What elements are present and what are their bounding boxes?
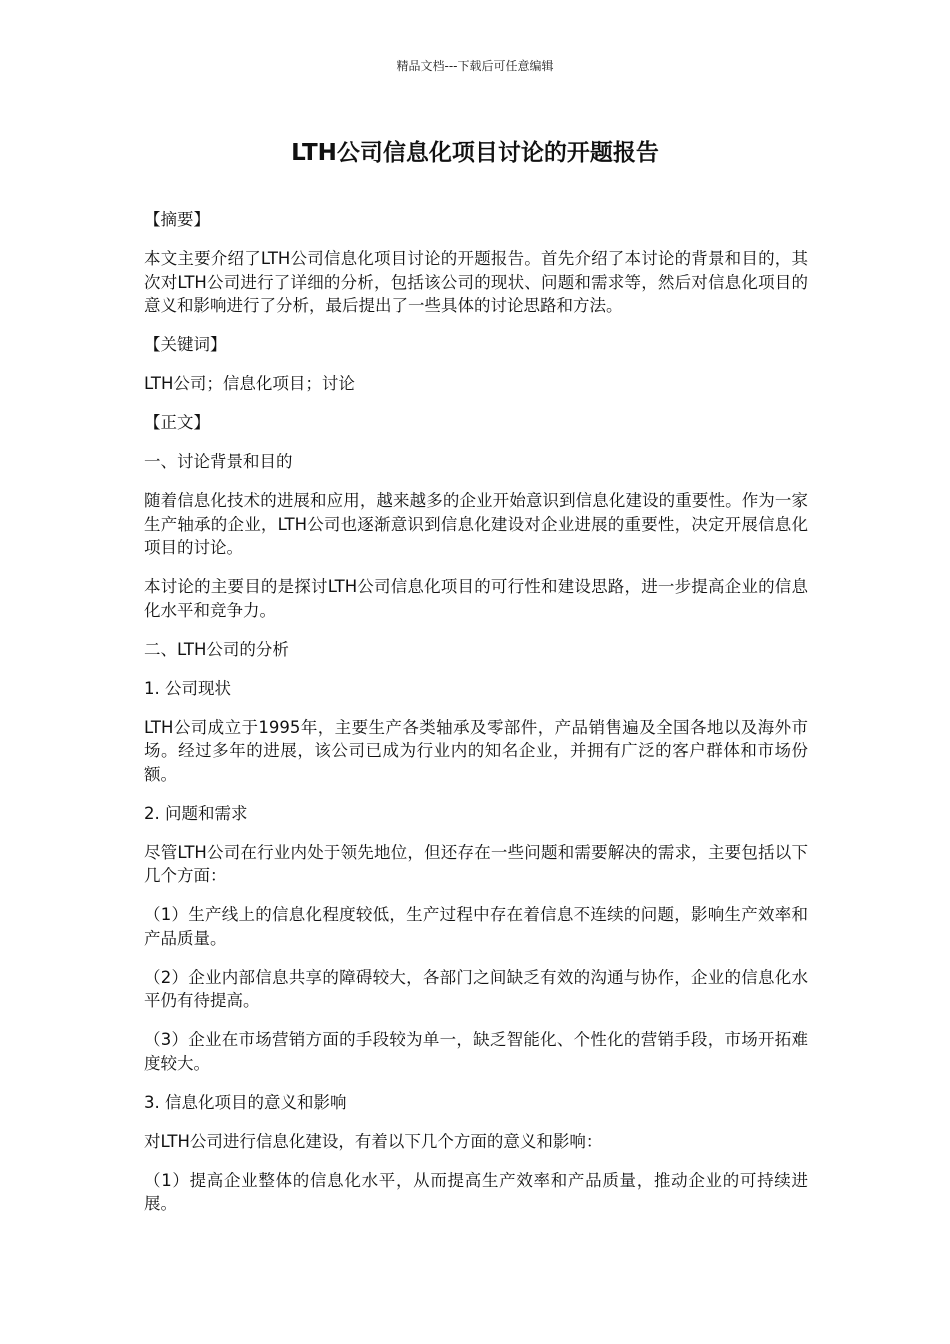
body-paragraph: 尽管LTH公司在行业内处于领先地位，但还存在一些问题和需要解决的需求，主要包括以下几个方面： (144, 842, 808, 885)
keywords-heading: 【关键词】 (144, 335, 227, 354)
list-item: （3）企业在市场营销方面的手段较为单一，缺乏智能化、个性化的营销手段，市场开拓难度较大。 (144, 1030, 808, 1073)
section-heading: 一、讨论背景和目的 (144, 452, 293, 471)
abstract-text: 本文主要介绍了LTH公司信息化项目讨论的开题报告。首先介绍了本讨论的背景和目的，其次对LTH公司进行了详细的分析，包括该公司的现状、问题和需求等，然后对信息化项目的意义和影响进行了分析，最后提出了一些具体的讨论思路和方法。 (144, 249, 808, 315)
page-header: 精品文档---下载后可任意编辑 (396, 59, 554, 73)
subsection-heading: 2. 问题和需求 (144, 803, 248, 823)
document-title: LTH公司信息化项目讨论的开题报告 (291, 140, 659, 166)
keywords-text: LTH公司；信息化项目；讨论 (144, 374, 355, 393)
document-body (144, 208, 808, 1231)
body-paragraph: 本讨论的主要目的是探讨LTH公司信息化项目的可行性和建设思路，进一步提高企业的信息化水平和竞争力。 (144, 577, 808, 620)
subsection-heading: 3. 信息化项目的意义和影响 (144, 1092, 347, 1112)
body-paragraph: 随着信息化技术的进展和应用，越来越多的企业开始意识到信息化建设的重要性。作为一家生产轴承的企业，LTH公司也逐渐意识到信息化建设对企业进展的重要性，决定开展信息化项目的讨论。 (144, 491, 808, 557)
subsection-heading: 1. 公司现状 (144, 678, 231, 698)
section-heading: 二、LTH公司的分析 (144, 639, 289, 659)
main-text-heading: 【正文】 (144, 413, 210, 432)
abstract-heading: 【摘要】 (144, 210, 210, 229)
body-paragraph: LTH公司成立于1995年，主要生产各类轴承及零部件，产品销售遍及全国各地以及海外市场。经过多年的进展，该公司已成为行业内的知名企业，并拥有广泛的客户群体和市场份额。 (144, 717, 808, 784)
body-paragraph: 对LTH公司进行信息化建设，有着以下几个方面的意义和影响： (144, 1131, 603, 1151)
list-item: （1）生产线上的信息化程度较低，生产过程中存在着信息不连续的问题，影响生产效率和产品质量。 (144, 905, 808, 948)
list-item: （2）企业内部信息共享的障碍较大，各部门之间缺乏有效的沟通与协作，企业的信息化水平仍有待提高。 (144, 967, 808, 1010)
list-item: （1）提高企业整体的信息化水平，从而提高生产效率和产品质量，推动企业的可持续进展。 (144, 1170, 808, 1213)
